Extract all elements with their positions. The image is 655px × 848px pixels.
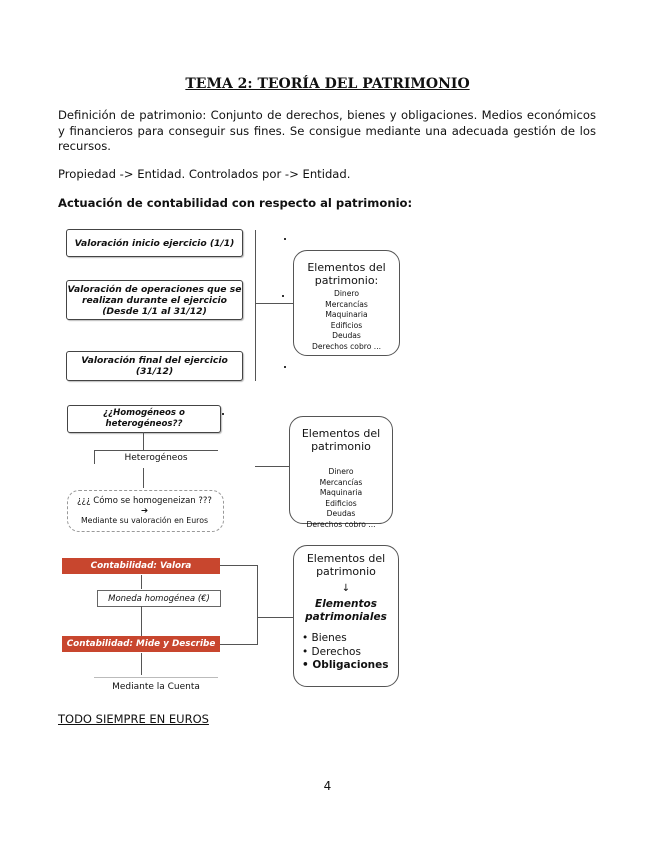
- element-item: Deudas: [326, 509, 356, 518]
- bullet-dot: [282, 295, 284, 297]
- arrow-line: [141, 606, 142, 636]
- bracket-line: [255, 230, 256, 381]
- page-title: TEMA 2: TEORÍA DEL PATRIMONIO: [185, 76, 470, 92]
- connector-line: [220, 565, 258, 566]
- elements-title: Elementos del patrimonio:: [307, 261, 386, 287]
- element-item: Dinero: [328, 467, 354, 476]
- valoracion-euros-label: Mediante su valoración en Euros: [80, 516, 209, 525]
- connector-line: [220, 644, 258, 645]
- box-valoracion-inicio: Valoración inicio ejercicio (1/1): [66, 229, 243, 257]
- elements-box: [293, 545, 399, 687]
- box-homogeneos-question: ¿¿Homogéneos o heterogéneos??: [67, 405, 221, 433]
- page-number: 4: [323, 779, 332, 793]
- bullet-icon: •: [302, 632, 312, 644]
- connector-line: [258, 617, 293, 618]
- bullet-dot: [222, 413, 224, 415]
- box-valoracion-operaciones: Valoración de operaciones que se realizan durante el ejercicio (Desde 1/1 al 31/12): [66, 280, 243, 320]
- list-item: • Bienes: [302, 632, 347, 644]
- elementos-patrimoniales-title: Elementos patrimoniales: [305, 598, 387, 623]
- bullet-icon: •: [302, 659, 313, 671]
- elements-title: Elementos del patrimonio: [301, 427, 381, 453]
- elements-title: Elementos del patrimonio: [306, 552, 386, 578]
- element-item: Maquinaria: [319, 488, 363, 497]
- list-item: • Derechos: [302, 645, 361, 658]
- arrow-icon: ➔: [140, 506, 149, 516]
- bullet-dot: [284, 238, 286, 240]
- arrow-line: [141, 575, 142, 589]
- box-valoracion-final: Valoración final del ejercicio (31/12): [66, 351, 243, 381]
- connector-line: [255, 466, 290, 467]
- bullet-icon: •: [302, 645, 312, 658]
- element-item: Deudas: [332, 331, 361, 340]
- bullet-dot: [284, 366, 286, 368]
- homogeneizan-question: ¿¿¿ Cómo se homogeneizan ???: [77, 496, 212, 506]
- connector-line: [255, 303, 293, 304]
- element-item: Derechos cobro ...: [306, 519, 376, 529]
- connector-line: [94, 677, 218, 678]
- definition-paragraph: Definición de patrimonio: Conjunto de derechos, bienes y obligaciones. Medios económicos y financieros para conseguir sus fines. Se consigue mediante una adecuada gestión de los recursos.: [58, 108, 596, 153]
- element-item: Mercancías: [325, 299, 368, 309]
- section-heading: Actuación de contabilidad con respecto al patrimonio:: [58, 196, 413, 210]
- element-item: Edificios: [325, 498, 357, 508]
- connector-line: [143, 468, 144, 488]
- heterogeneos-label: Heterogéneos: [124, 453, 188, 463]
- element-item: Maquinaria: [325, 310, 368, 319]
- elements-box: [293, 250, 400, 356]
- connector-line: [143, 432, 144, 450]
- element-item: Derechos cobro ...: [311, 341, 382, 351]
- element-item: Edificios: [330, 320, 363, 330]
- contabilidad-mide-box: Contabilidad: Mide y Describe: [62, 636, 220, 652]
- contabilidad-valora-box: Contabilidad: Valora: [62, 558, 220, 574]
- list-item: • Obligaciones: [302, 659, 389, 671]
- down-arrow-icon: ↓: [341, 583, 351, 594]
- moneda-homogenea-box: Moneda homogénea (€): [97, 590, 221, 607]
- element-item: Dinero: [333, 289, 360, 298]
- connector-line: [257, 565, 258, 645]
- elements-box: [289, 416, 393, 529]
- property-line: Propiedad -> Entidad. Controlados por -> Entidad.: [58, 167, 351, 181]
- arrow-line: [141, 653, 142, 675]
- mediante-cuenta-label: Mediante la Cuenta: [112, 682, 200, 692]
- footer-note: TODO SIEMPRE EN EUROS: [58, 712, 209, 726]
- connector-line: [94, 450, 218, 451]
- element-item: Mercancías: [319, 477, 363, 487]
